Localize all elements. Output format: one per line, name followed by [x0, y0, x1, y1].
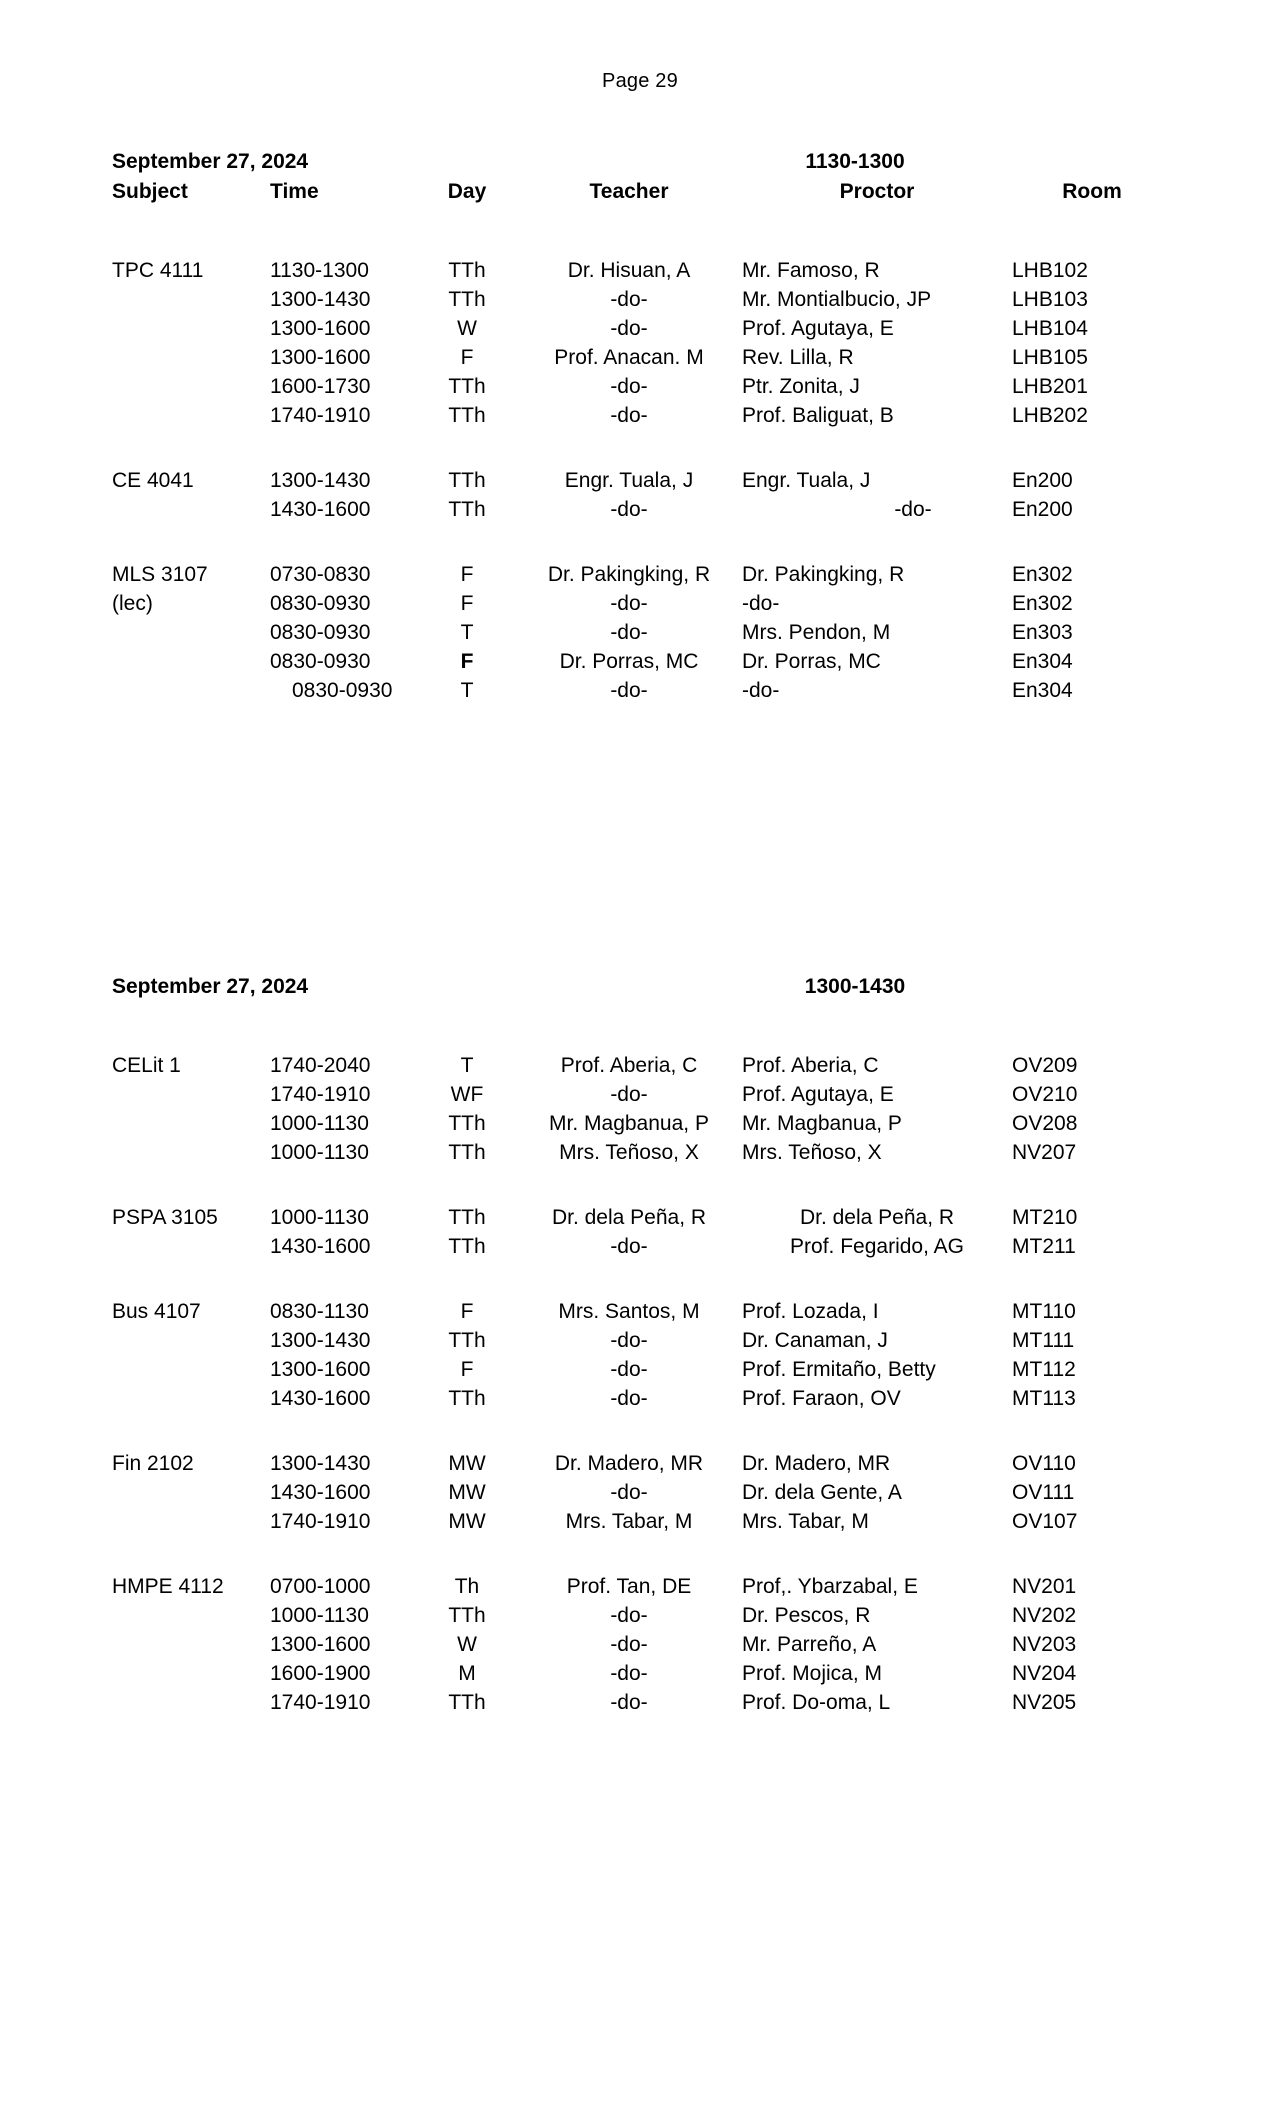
- cell-proctor: -do-: [742, 592, 780, 615]
- cell-time: 1300-1600: [270, 1358, 371, 1381]
- cell-teacher: -do-: [610, 1481, 648, 1504]
- table-row: [112, 676, 1172, 705]
- cell-day: TTh: [448, 1235, 486, 1258]
- cell-proctor: Prof. Agutaya, E: [742, 317, 894, 340]
- cell-subject-note: [112, 1326, 270, 1355]
- table-row: [112, 1572, 1172, 1601]
- cell-day: T: [460, 1054, 474, 1077]
- cell-time: 1600-1730: [270, 375, 371, 398]
- cell-room: MT110: [1012, 1300, 1076, 1323]
- column-header-time: Time: [270, 180, 319, 203]
- cell-subject-note: [112, 1630, 270, 1659]
- cell-room: NV204: [1012, 1662, 1077, 1685]
- cell-time: 0830-0930: [270, 592, 371, 615]
- cell-day: T: [460, 679, 474, 702]
- cell-proctor: Dr. Pakingking, R: [742, 563, 905, 586]
- table-row: [112, 285, 1172, 314]
- spacer-row: [112, 1413, 1172, 1449]
- table-row: [112, 1080, 1172, 1109]
- cell-proctor: Prof. Lozada, I: [742, 1300, 879, 1323]
- cell-day: TTh: [448, 404, 486, 427]
- table-row: [112, 589, 1172, 618]
- cell-room: En304: [1012, 650, 1073, 673]
- cell-day: F: [460, 592, 474, 615]
- cell-time: 1130-1300: [270, 259, 369, 282]
- section-date: September 27, 2024: [112, 975, 309, 998]
- cell-time: 0830-0930: [270, 621, 371, 644]
- cell-room: LHB103: [1012, 288, 1088, 311]
- column-header-room: Room: [1062, 180, 1122, 203]
- cell-time: 0700-1000: [270, 1575, 371, 1598]
- cell-teacher: Mr. Magbanua, P: [549, 1112, 709, 1135]
- cell-proctor: Mr. Montialbucio, JP: [742, 288, 932, 311]
- cell-day: TTh: [448, 288, 486, 311]
- cell-teacher: -do-: [610, 1633, 648, 1656]
- table-row: [112, 1449, 1172, 1478]
- cell-room: LHB105: [1012, 346, 1088, 369]
- cell-teacher: -do-: [610, 317, 648, 340]
- table-row: [112, 618, 1172, 647]
- cell-time: 1300-1600: [270, 317, 371, 340]
- table-row: [112, 343, 1172, 372]
- cell-proctor: Dr. dela Peña, R: [799, 1206, 955, 1229]
- cell-time: 0830-0930: [292, 679, 393, 702]
- cell-teacher: Prof. Aberia, C: [560, 1054, 698, 1077]
- cell-teacher: -do-: [610, 1604, 648, 1627]
- cell-teacher: -do-: [610, 1387, 648, 1410]
- cell-teacher: -do-: [610, 375, 648, 398]
- cell-day: WF: [450, 1083, 484, 1106]
- page-number-header: Page 29: [602, 70, 678, 92]
- cell-time: 1430-1600: [270, 1481, 371, 1504]
- cell-teacher: Dr. Pakingking, R: [547, 563, 711, 586]
- cell-time: 1000-1130: [270, 1112, 369, 1135]
- cell-time: 1740-1910: [270, 404, 371, 427]
- cell-teacher: -do-: [610, 288, 648, 311]
- cell-day: TTh: [448, 469, 486, 492]
- cell-room: En200: [1012, 498, 1073, 521]
- spacer-cell: [112, 1261, 1172, 1297]
- cell-teacher: -do-: [610, 1235, 648, 1258]
- cell-day: F: [460, 1358, 474, 1381]
- table-row: [112, 1659, 1172, 1688]
- cell-proctor: Prof. Mojica, M: [742, 1662, 883, 1685]
- spacer-cell: [112, 1536, 1172, 1572]
- cell-subject-note: [112, 1507, 270, 1536]
- spacer-cell: [112, 524, 1172, 560]
- cell-teacher: -do-: [610, 498, 648, 521]
- column-header-proctor: Proctor: [839, 180, 915, 203]
- table-row: [112, 647, 1172, 676]
- cell-day: MW: [448, 1481, 486, 1504]
- spacer-row: [112, 210, 1172, 256]
- cell-subject: Fin 2102: [112, 1452, 194, 1475]
- table-row: [112, 1203, 1172, 1232]
- cell-teacher: Prof. Tan, DE: [566, 1575, 692, 1598]
- table-row: [112, 1688, 1172, 1717]
- cell-time: 1000-1130: [270, 1604, 369, 1627]
- cell-room: OV209: [1012, 1054, 1078, 1077]
- cell-subject: PSPA 3105: [112, 1206, 218, 1229]
- cell-room: LHB202: [1012, 404, 1088, 427]
- cell-room: OV210: [1012, 1083, 1078, 1106]
- cell-subject-note: [112, 343, 270, 372]
- cell-time: 0730-0830: [270, 563, 371, 586]
- cell-time: 1300-1430: [270, 469, 371, 492]
- cell-room: OV107: [1012, 1510, 1078, 1533]
- cell-time: 1740-1910: [270, 1691, 371, 1714]
- cell-proctor: Mr. Parreño, A: [742, 1633, 877, 1656]
- cell-day: M: [458, 1662, 476, 1685]
- cell-day: TTh: [448, 1604, 486, 1627]
- table-row: [112, 1232, 1172, 1261]
- cell-proctor: Mr. Magbanua, P: [742, 1112, 902, 1135]
- cell-teacher: Dr. Hisuan, A: [567, 259, 691, 282]
- cell-day: F: [460, 346, 474, 369]
- cell-subject: TPC 4111: [112, 259, 204, 282]
- table-row: [112, 1109, 1172, 1138]
- cell-proctor: Prof. Aberia, C: [742, 1054, 879, 1077]
- cell-time: 1430-1600: [270, 1235, 371, 1258]
- spacer-cell: [112, 1005, 1172, 1051]
- cell-room: MT111: [1012, 1329, 1075, 1352]
- section-time-slot: 1300-1430: [804, 975, 906, 998]
- cell-proctor: Prof. Baliguat, B: [742, 404, 894, 427]
- cell-room: MT210: [1012, 1206, 1078, 1229]
- cell-proctor: Engr. Tuala, J: [742, 469, 871, 492]
- cell-subject-note: [112, 372, 270, 401]
- cell-day: F: [460, 1300, 474, 1323]
- cell-subject: MLS 3107: [112, 563, 208, 586]
- cell-room: NV202: [1012, 1604, 1077, 1627]
- cell-time: 1740-1910: [270, 1510, 371, 1533]
- cell-proctor: Ptr. Zonita, J: [742, 375, 860, 398]
- cell-proctor: Dr. dela Gente, A: [742, 1481, 902, 1504]
- cell-proctor: Prof. Agutaya, E: [742, 1083, 894, 1106]
- cell-proctor: Dr. Canaman, J: [742, 1329, 888, 1352]
- table-row: [112, 560, 1172, 589]
- table-row: [112, 466, 1172, 495]
- column-header-subject: Subject: [112, 180, 188, 203]
- cell-proctor: Mr. Famoso, R: [742, 259, 880, 282]
- cell-teacher: -do-: [610, 1083, 648, 1106]
- cell-proctor: Prof,. Ybarzabal, E: [742, 1575, 918, 1598]
- schedule-table-2: [112, 1005, 1172, 1717]
- table-row: [112, 314, 1172, 343]
- cell-subject-note: [112, 1109, 270, 1138]
- cell-day: TTh: [448, 1141, 486, 1164]
- cell-day: TTh: [448, 1206, 486, 1229]
- cell-proctor: Mrs. Pendon, M: [742, 621, 891, 644]
- cell-teacher: Dr. Porras, MC: [559, 650, 699, 673]
- table-row: [112, 1507, 1172, 1536]
- section-time-slot: 1130-1300: [805, 150, 905, 173]
- cell-teacher: -do-: [610, 1358, 648, 1381]
- section-title-row: [112, 975, 1172, 1005]
- cell-proctor: -do-: [894, 498, 932, 521]
- cell-day: TTh: [448, 259, 486, 282]
- cell-subject-note: [112, 314, 270, 343]
- cell-day: MW: [448, 1510, 486, 1533]
- cell-day: F: [460, 563, 474, 586]
- cell-time: 1740-1910: [270, 1083, 371, 1106]
- cell-proctor: Mrs. Teñoso, X: [742, 1141, 882, 1164]
- spacer-cell: [112, 430, 1172, 466]
- cell-time: 1300-1430: [270, 1452, 371, 1475]
- cell-room: LHB102: [1012, 259, 1088, 282]
- table-row: [112, 1138, 1172, 1167]
- cell-subject: HMPE 4112: [112, 1575, 224, 1598]
- table-row: [112, 1478, 1172, 1507]
- cell-day: TTh: [448, 375, 486, 398]
- spacer-row: [112, 1167, 1172, 1203]
- table-row: [112, 1297, 1172, 1326]
- cell-room: En302: [1012, 592, 1073, 615]
- cell-teacher: -do-: [610, 1329, 648, 1352]
- table-row: [112, 495, 1172, 524]
- cell-subject-note: [112, 647, 270, 676]
- cell-room: En304: [1012, 679, 1073, 702]
- cell-proctor: Dr. Madero, MR: [742, 1452, 891, 1475]
- cell-teacher: -do-: [610, 679, 648, 702]
- cell-day: TTh: [448, 498, 486, 521]
- cell-subject-note: (lec): [112, 592, 153, 615]
- schedule-table-1: [112, 180, 1172, 705]
- table-row: [112, 1630, 1172, 1659]
- cell-subject-note: [112, 1659, 270, 1688]
- cell-teacher: Mrs. Tabar, M: [565, 1510, 693, 1533]
- cell-subject-note: [112, 1384, 270, 1413]
- cell-room: LHB201: [1012, 375, 1088, 398]
- cell-proctor: Prof. Faraon, OV: [742, 1387, 901, 1410]
- cell-day: MW: [448, 1452, 486, 1475]
- cell-teacher: Mrs. Teñoso, X: [559, 1141, 699, 1164]
- cell-teacher: -do-: [610, 1662, 648, 1685]
- cell-time: 1000-1130: [270, 1141, 369, 1164]
- cell-time: 1600-1900: [270, 1662, 371, 1685]
- cell-day: TTh: [448, 1691, 486, 1714]
- cell-proctor: Prof. Ermitaño, Betty: [742, 1358, 936, 1381]
- cell-subject-note: [112, 285, 270, 314]
- cell-subject-note: [112, 1138, 270, 1167]
- spacer-row: [112, 430, 1172, 466]
- cell-room: En302: [1012, 563, 1073, 586]
- cell-room: OV110: [1012, 1452, 1076, 1475]
- spacer-cell: [112, 1413, 1172, 1449]
- cell-time: 1300-1600: [270, 1633, 371, 1656]
- table-row: [112, 1355, 1172, 1384]
- cell-room: En303: [1012, 621, 1073, 644]
- cell-time: 1430-1600: [270, 498, 371, 521]
- cell-subject-note: [112, 618, 270, 647]
- cell-room: LHB104: [1012, 317, 1088, 340]
- table-row: [112, 372, 1172, 401]
- schedule-section-2: [112, 975, 1172, 1717]
- section-date: September 27, 2024: [112, 150, 309, 173]
- cell-room: MT113: [1012, 1387, 1076, 1410]
- cell-room: OV111: [1012, 1481, 1075, 1504]
- cell-time: 0830-1130: [270, 1300, 369, 1323]
- cell-room: MT112: [1012, 1358, 1076, 1381]
- cell-subject: Bus 4107: [112, 1300, 201, 1323]
- cell-time: 1740-2040: [270, 1054, 371, 1077]
- cell-time: 1430-1600: [270, 1387, 371, 1410]
- spacer-cell: [112, 1167, 1172, 1203]
- spacer-row: [112, 1261, 1172, 1297]
- cell-teacher: -do-: [610, 592, 648, 615]
- cell-time: 0830-0930: [270, 650, 371, 673]
- cell-day: W: [457, 317, 477, 340]
- cell-subject-note: [112, 401, 270, 430]
- cell-room: En200: [1012, 469, 1073, 492]
- cell-time: 1300-1430: [270, 1329, 371, 1352]
- cell-subject-note: [112, 495, 270, 524]
- cell-subject-note: [112, 676, 270, 705]
- cell-day: W: [457, 1633, 477, 1656]
- cell-room: NV205: [1012, 1691, 1077, 1714]
- column-header-day: Day: [447, 180, 487, 203]
- cell-teacher: -do-: [610, 621, 648, 644]
- cell-room: NV207: [1012, 1141, 1077, 1164]
- cell-subject-note: [112, 1232, 270, 1261]
- cell-subject-note: [112, 1355, 270, 1384]
- cell-teacher: -do-: [610, 1691, 648, 1714]
- spacer-row: [112, 1005, 1172, 1051]
- cell-day: TTh: [448, 1112, 486, 1135]
- table-row: [112, 401, 1172, 430]
- cell-day: F: [460, 650, 474, 673]
- cell-day: TTh: [448, 1329, 486, 1352]
- cell-teacher: Mrs. Santos, M: [558, 1300, 700, 1323]
- table-body-2: [112, 1005, 1172, 1717]
- cell-subject: CELit 1: [112, 1054, 181, 1077]
- cell-subject-note: [112, 1080, 270, 1109]
- cell-subject-note: [112, 1601, 270, 1630]
- cell-room: NV201: [1012, 1575, 1077, 1598]
- cell-time: 1300-1430: [270, 288, 371, 311]
- table-row: [112, 256, 1172, 285]
- cell-time: 1000-1130: [270, 1206, 369, 1229]
- cell-proctor: Dr. Porras, MC: [742, 650, 881, 673]
- cell-proctor: Prof. Do-oma, L: [742, 1691, 891, 1714]
- cell-day: Th: [454, 1575, 480, 1598]
- cell-proctor: Mrs. Tabar, M: [742, 1510, 869, 1533]
- cell-proctor: -do-: [742, 679, 780, 702]
- cell-room: MT211: [1012, 1235, 1076, 1258]
- table-row: [112, 1326, 1172, 1355]
- spacer-row: [112, 524, 1172, 560]
- cell-subject-note: [112, 1688, 270, 1717]
- cell-room: OV208: [1012, 1112, 1078, 1135]
- cell-subject-note: [112, 1478, 270, 1507]
- section-title-row: [112, 150, 1172, 180]
- cell-proctor: Rev. Lilla, R: [742, 346, 854, 369]
- cell-proctor: Prof. Fegarido, AG: [790, 1235, 964, 1258]
- cell-day: TTh: [448, 1387, 486, 1410]
- table-row: [112, 1601, 1172, 1630]
- cell-teacher: Dr. dela Peña, R: [551, 1206, 707, 1229]
- cell-teacher: -do-: [610, 404, 648, 427]
- table-head: [112, 180, 1172, 210]
- table-row: [112, 1384, 1172, 1413]
- column-header-row: [112, 180, 1172, 210]
- cell-time: 1300-1600: [270, 346, 371, 369]
- cell-teacher: Prof. Anacan. M: [554, 346, 704, 369]
- table-row: [112, 1051, 1172, 1080]
- cell-proctor: Dr. Pescos, R: [742, 1604, 871, 1627]
- cell-subject: CE 4041: [112, 469, 194, 492]
- cell-room: NV203: [1012, 1633, 1077, 1656]
- column-header-teacher: Teacher: [589, 180, 669, 203]
- spacer-cell: [112, 210, 1172, 256]
- cell-teacher: Dr. Madero, MR: [554, 1452, 704, 1475]
- table-body-1: [112, 210, 1172, 705]
- cell-day: T: [460, 621, 474, 644]
- spacer-row: [112, 1536, 1172, 1572]
- schedule-section-1: [112, 150, 1172, 705]
- cell-teacher: Engr. Tuala, J: [564, 469, 694, 492]
